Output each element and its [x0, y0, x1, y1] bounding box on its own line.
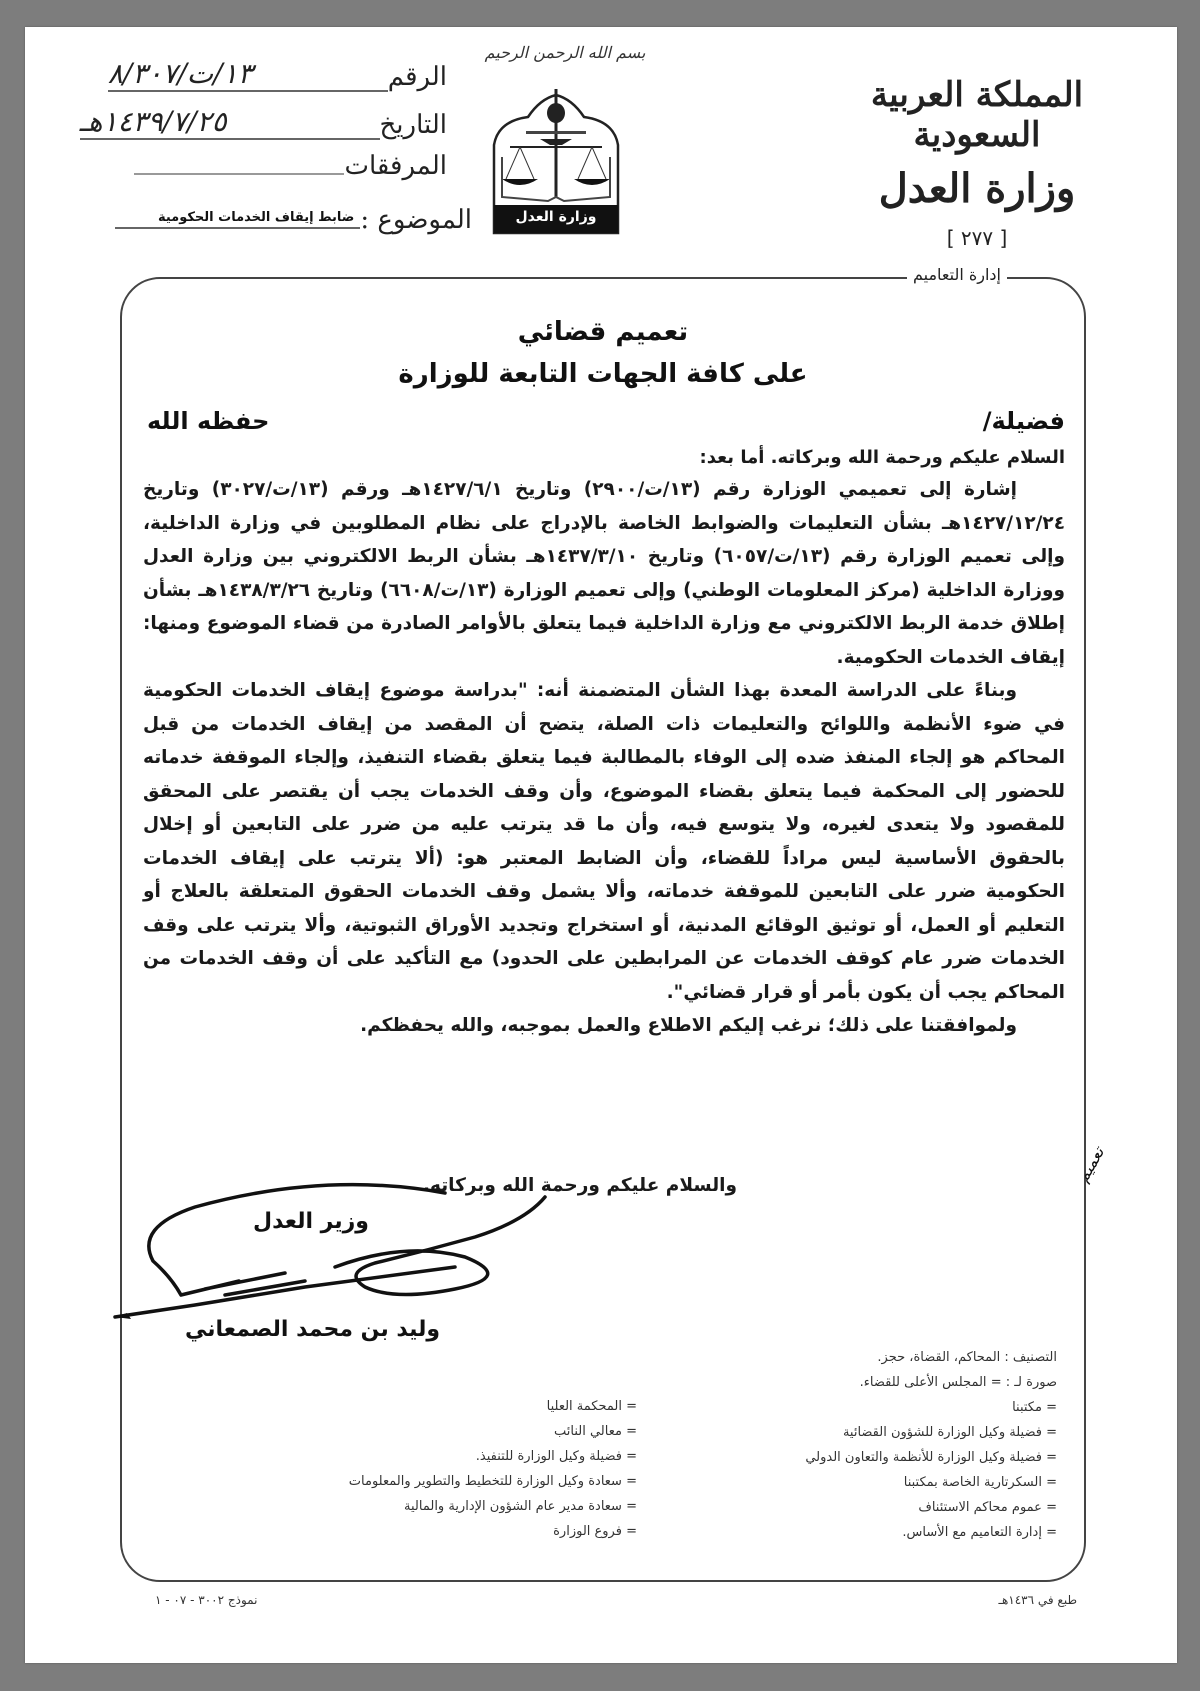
- copy-to-label: صورة لـ :: [1005, 1375, 1057, 1390]
- body-paragraph: [143, 674, 1065, 1009]
- bullet: =: [626, 1474, 637, 1489]
- emblem-caption: وزارة العدل: [515, 209, 597, 225]
- bullet: =: [626, 1449, 637, 1464]
- cc-row: [349, 1444, 637, 1469]
- subject-row: [115, 205, 472, 235]
- cc-row: [805, 1495, 1057, 1520]
- ministry-name: وزارة العدل: [878, 165, 1076, 212]
- paragraph-text: تعميم الوزارة رقم (١٣/ت/٦٠٥٧) وتاريخ ١٤٣٧/٣/١٠هـ بشأن الربط الالكتروني بين وزارة العدل ووزارة الداخلية (مركز المعلومات الوطني): [143, 546, 1065, 601]
- bullet: =: [1046, 1450, 1057, 1465]
- paragraph-text: الدراسة المعدة بهذا الشأن المتضمنة أنه: "بدراسة موضوع إيقاف الخدمات الحكومية في ضوء الأنظمة واللوائح والتعليمات ذات الصلة، يتضح أن المقصد من إيقاف الخدمات من قبل المحاكم هو إلجاء المنفذ ضده إلى الوفاء بالمطالبة فيما يتعلق بقضاء التنفيذ، وإلجاء الموقفة خدماته للحضور إلى المحكمة فيما يتعلق بقضاء الموضوع، وأن وقف الخدمات يجب أن يقتصر على المحقق للمقصود ولا يتعدى لغيره، ولا يتوسع فيه، وأن ما قد يترتب عليه من ضرر على التابعين أو إخلال بالحقوق الأساسية ليس مراداً للقضاء، وأن الضابط المعتبر هو: (ألا يترتب على إيقاف الخدمات الحكومية ضرر على التابعين للموقفة خدماته، وألا يشمل وقف الخدمات الحقوق المتعلقة بالعلاج أو التعليم أو العمل، أو توثيق الوقائع المدنية، أو استخراج وتجديد الأوراق الثبوتية، وألا يترتب على وقف الخدمات ضرر عام كوقف الخدمات عن المرابطين على الحدود) مع التأكيد على أن وقف الخدمات من المحاكم يجب أن يكون بأمر أو قرار قضائي".: [143, 680, 1065, 1003]
- paragraph-lead: ولموافقتنا على ذلك؛: [827, 1015, 1017, 1036]
- attachments-line: [134, 173, 344, 175]
- cc-item: فضيلة وكيل الوزارة للأنظمة والتعاون الدولي: [805, 1450, 1042, 1465]
- reference-value: ١٣/ت/٨/٣٠٧: [108, 57, 388, 92]
- cc-row: [349, 1394, 637, 1419]
- subject-value: ضابط إيقاف الخدمات الحكومية: [115, 210, 360, 229]
- department-name: إدارة التعاميم: [907, 265, 1007, 284]
- addressee: فضيلة/: [982, 407, 1065, 435]
- body-paragraph: [143, 1009, 1065, 1043]
- cc-row: [349, 1419, 637, 1444]
- greeting: السلام عليكم ورحمة الله وبركاته. أما بعد:: [699, 447, 1065, 468]
- paragraph-lead: وإلى: [1021, 546, 1065, 567]
- paragraph-text: نرغب إليكم الاطلاع والعمل بموجبه، والله يحفظكم.: [360, 1015, 828, 1036]
- document-page: [25, 27, 1177, 1663]
- bullet: =: [1046, 1525, 1057, 1540]
- subject-label: الموضوع :: [360, 205, 472, 235]
- classification: التصنيف : المحاكم، القضاة، حجز.: [877, 1350, 1057, 1365]
- cc-item: عموم محاكم الاستئناف: [918, 1500, 1042, 1515]
- cc-item: فروع الوزارة: [553, 1524, 622, 1539]
- distribution-right: [805, 1345, 1057, 1545]
- margin-note: تعميم: [1073, 1143, 1109, 1186]
- reference-row: [108, 57, 447, 92]
- paragraph-text: تعميمي الوزارة رقم (١٣/ت/٢٩٠٠) وتاريخ ١٤٢٧/٦/١هـ ورقم (١٣/ت/٣٠٢٧) وتاريخ ١٤٢٧/١٢/٢٤هـ بشأن التعليمات والضوابط الخاصة بالإدراج على نظام المطلوبين في وزارة الداخلية،: [143, 479, 1065, 534]
- cc-item: سعادة مدير عام الشؤون الإدارية والمالية: [404, 1499, 622, 1514]
- attachments-row: [134, 151, 447, 181]
- cc-item: فضيلة وكيل الوزارة للشؤون القضائية: [842, 1425, 1042, 1440]
- paragraph-lead: إشارة إلى: [919, 479, 1018, 500]
- paragraph-lead: وإلى: [632, 579, 677, 601]
- document-subtitle: على كافة الجهات التابعة للوزارة: [398, 359, 808, 389]
- cc-item: المحكمة العليا: [546, 1399, 622, 1414]
- closing-salutation: والسلام عليكم ورحمة الله وبركاته.: [422, 1175, 737, 1196]
- cc-item: السكرتارية الخاصة بمكتبنا: [903, 1475, 1042, 1490]
- bullet: =: [990, 1375, 1002, 1390]
- attachments-label: المرفقات: [344, 151, 447, 181]
- cc-row: [805, 1520, 1057, 1545]
- cc-item: إدارة التعاميم مع الأساس.: [902, 1525, 1042, 1540]
- bullet: =: [626, 1399, 637, 1414]
- bullet: =: [626, 1424, 637, 1439]
- bullet: =: [1046, 1400, 1057, 1415]
- bullet: =: [626, 1524, 637, 1539]
- bullet: =: [1046, 1425, 1057, 1440]
- document-title: تعميم قضائي: [517, 317, 689, 347]
- circular-number: [ ٢٧٧ ]: [946, 226, 1008, 250]
- cc-row: [805, 1445, 1057, 1470]
- copy-to-row: [805, 1370, 1057, 1395]
- basmala: بسم الله الرحمن الرحيم: [484, 43, 646, 62]
- cc-item: معالي النائب: [553, 1424, 622, 1439]
- cc-item: سعادة وكيل الوزارة للتخطيط والتطوير والمعلومات: [348, 1474, 622, 1489]
- bullet: =: [626, 1499, 637, 1514]
- form-code: نموذج ٣٠٠٢ - ٠٧ - ١: [155, 1593, 258, 1607]
- cc-item: فضيلة وكيل الوزارة للتنفيذ.: [475, 1449, 622, 1464]
- cc-row: [805, 1395, 1057, 1420]
- signatory-name: وليد بن محمد الصمعاني: [185, 1317, 441, 1342]
- blessing: حفظه الله: [147, 407, 270, 435]
- cc-row: [805, 1470, 1057, 1495]
- print-year: طبع في ١٤٣٦هـ: [998, 1593, 1077, 1607]
- bullet: =: [1046, 1475, 1057, 1490]
- body-paragraph: [143, 473, 1065, 674]
- paragraph-text: تعميم الوزارة (١٣/ت/٦٦٠٨) وتاريخ ١٤٣٨/٣/٢٦هـ بشأن إطلاق خدمة الربط الالكتروني مع وزارة الداخلية فيما يتعلق بالأوامر الصادرة من قضاء الموضوع ومنها: إيقاف الخدمات الحكومية.: [143, 579, 1065, 668]
- date-row: [80, 105, 448, 140]
- cc-row: [349, 1469, 637, 1494]
- ministry-emblem: [488, 87, 624, 235]
- date-value: ١٤٣٩/٧/٢٥هـ: [80, 105, 380, 140]
- cc-item: المجلس الأعلى للقضاء.: [859, 1375, 987, 1390]
- kingdom-name: المملكة العربية السعودية: [870, 75, 1084, 155]
- bullet: =: [1046, 1500, 1057, 1515]
- cc-row: [805, 1420, 1057, 1445]
- signatory-title: وزير العدل: [253, 1209, 369, 1234]
- cc-row: [349, 1494, 637, 1519]
- signature-scribble: [75, 1177, 555, 1327]
- reference-label: الرقم: [387, 62, 447, 92]
- document-body: [143, 473, 1065, 1043]
- letterhead: [847, 75, 1107, 250]
- date-label: التاريخ: [379, 110, 447, 140]
- distribution-left: [349, 1394, 637, 1544]
- cc-row: [349, 1519, 637, 1544]
- paragraph-lead: وبناءً على: [926, 680, 1017, 701]
- cc-item: مكتبنا: [1012, 1400, 1042, 1415]
